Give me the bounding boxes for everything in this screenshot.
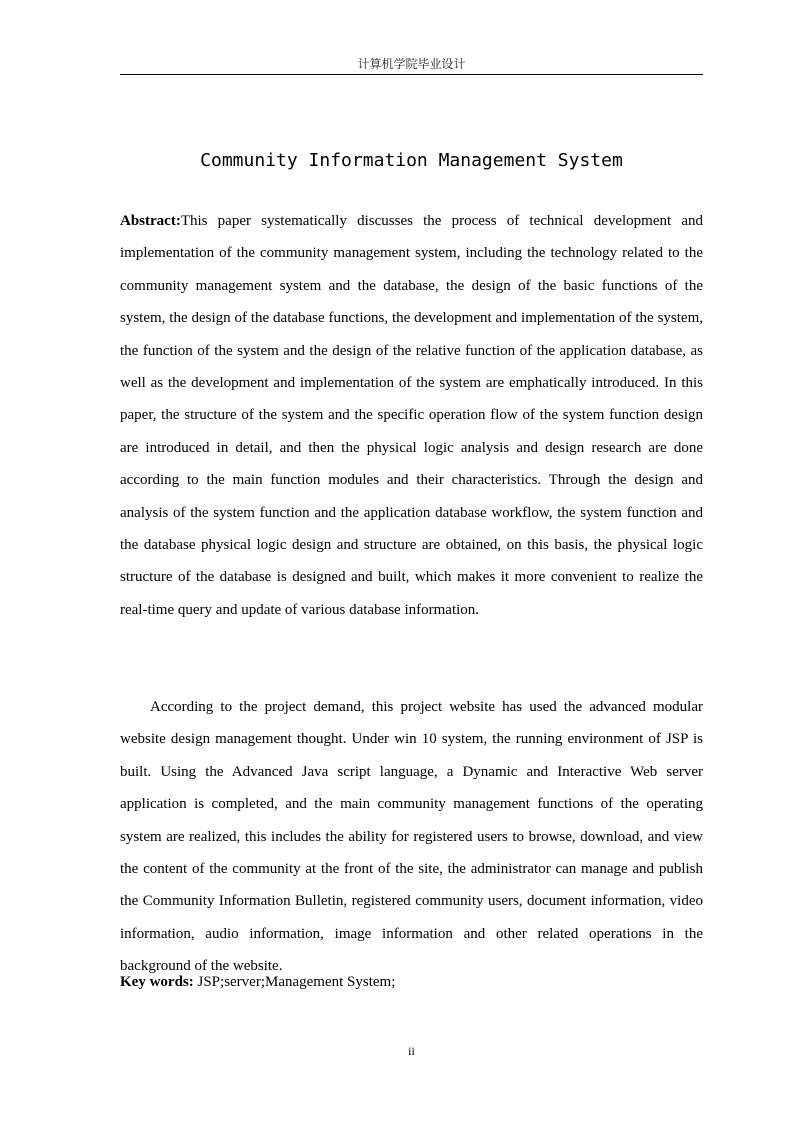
keywords-line: [120, 966, 703, 998]
abstract-paragraph: [120, 205, 703, 626]
abstract-paragraph-2: According to the project demand, this project website has used the advanced modular website design management thought. Under win 10 system, the running environment of JSP is built. Using the Advanced Java script language, a Dynamic and Interactive Web server application is completed, and the main community management functions of the operating system are realized, this includes the ability for registered users to browse, download, and view the content of the community at the front of the site, the administrator can manage and publish the Community Information Bulletin, registered community users, document information, video information, audio information, image information and other related operations in the background of the website.: [120, 699, 703, 975]
abstract-label: Abstract:: [120, 213, 181, 229]
document-title: Community Information Management System: [200, 150, 623, 171]
page-header: 计算机学院毕业设计: [357, 57, 466, 71]
keywords-text: JSP;server;Management System;: [193, 974, 396, 990]
keywords-label: Key words:: [120, 974, 194, 990]
header-divider: [120, 74, 703, 75]
abstract-text: This paper systematically discusses the process of technical development and implementation of the community management system, including the technology related to the community management system and the database, the design of the basic functions of the system, the design of the database functions, the development and implementation of the system, the function of the system and the design of the relative function of the application database, as well as the development and implementation of the system are emphatically introduced. In this paper, the structure of the system and the specific operation flow of the system function design are introduced in detail, and then the physical logic analysis and design research are done according to the main function modules and their characteristics. Through the design and analysis of the system function and the application database workflow, the system function and the database physical logic design and structure are obtained, on this basis, the physical logic structure of the database is designed and built, which makes it more convenient to realize the real-time query and update of various database information.: [120, 213, 703, 618]
page-number: ii: [408, 1044, 415, 1058]
